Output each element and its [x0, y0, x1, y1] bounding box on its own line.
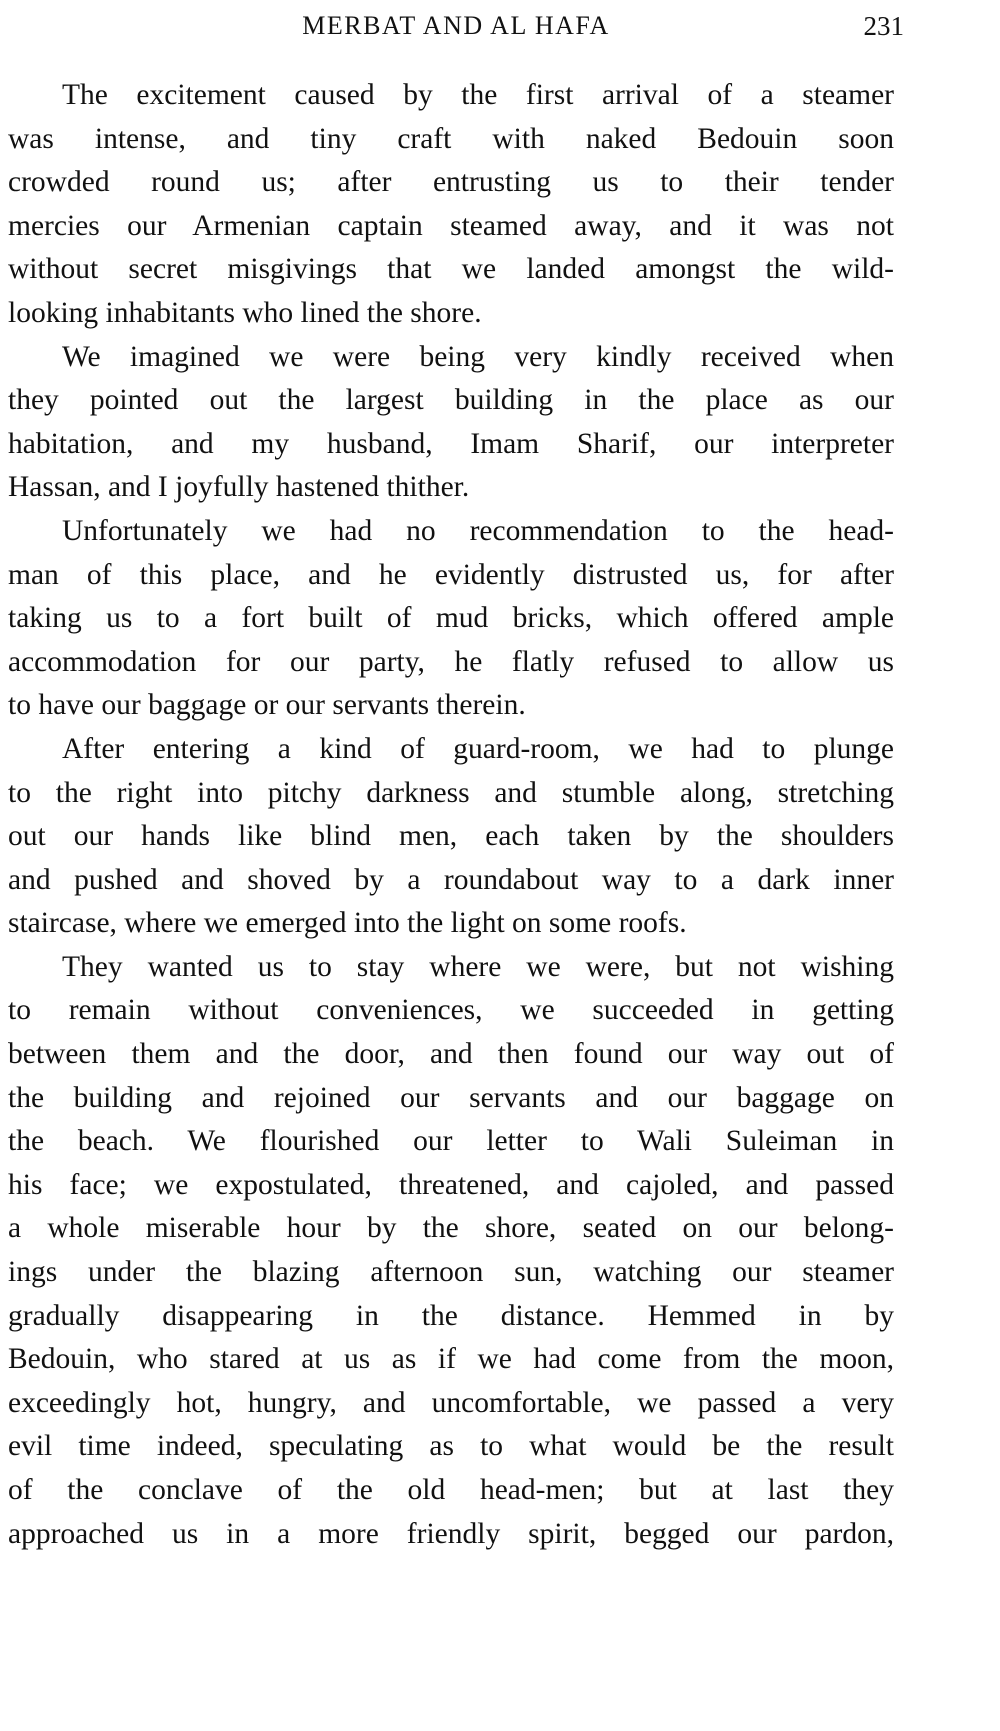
text-line: After entering a kind of guard-room, we had to plunge: [62, 732, 894, 765]
text-line: We imagined we were being very kindly received when: [62, 340, 894, 373]
text-line: staircase, where we emerged into the light on some roofs.: [8, 907, 687, 940]
page-number: 231: [863, 11, 904, 41]
text-line: The excitement caused by the first arrival of a steamer: [62, 79, 894, 111]
text-line: without secret misgivings that we landed amongst the wild-: [8, 253, 894, 286]
text-line: his face; we expostulated, threatened, and cajoled, and passed: [8, 1168, 894, 1201]
text-line: accommodation for our party, he flatly refused to allow us: [8, 645, 894, 678]
text-line: of the conclave of the old head-men; but at last they: [8, 1474, 894, 1506]
text-line: taking us to a fort built of mud bricks, which offered ample: [8, 602, 894, 635]
text-line: to have our baggage or our servants therein.: [8, 689, 526, 722]
running-title: MERBAT AND AL HAFA: [302, 11, 610, 40]
text-line: out our hands like blind men, each taken by the shoulders: [8, 820, 894, 853]
body-text: [8, 74, 894, 1556]
text-line: the building and rejoined our servants and our baggage on: [8, 1081, 894, 1114]
text-line: gradually disappearing in the distance. Hemmed in by: [8, 1299, 894, 1332]
text-line: looking inhabitants who lined the shore.: [8, 296, 482, 329]
text-line: to the right into pitchy darkness and stumble along, stretching: [8, 776, 894, 809]
text-line: the beach. We flourished our letter to Wali Suleiman in: [8, 1125, 894, 1158]
text-line: and pushed and shoved by a roundabout way to a dark inner: [8, 863, 894, 896]
text-line: habitation, and my husband, Imam Sharif, our interpreter: [8, 427, 894, 460]
text-line: man of this place, and he evidently distrusted us, for after: [8, 558, 894, 591]
text-line: a whole miserable hour by the shore, seated on our belong-: [8, 1212, 894, 1245]
text-line: they pointed out the largest building in the place as our: [8, 384, 894, 417]
text-line: Hassan, and I joyfully hastened thither.: [8, 471, 470, 504]
text-line: evil time indeed, speculating as to what would be the result: [8, 1430, 894, 1463]
text-line: to remain without conveniences, we succeeded in getting: [8, 994, 894, 1027]
text-line: Unfortunately we had no recommendation to the head-: [62, 514, 894, 547]
text-line: approached us in a more friendly spirit, begged our pardon,: [8, 1517, 894, 1550]
text-line: between them and the door, and then found our way out of: [8, 1038, 894, 1071]
text-line: Bedouin, who stared at us as if we had come from the moon,: [8, 1343, 894, 1376]
text-line: mercies our Armenian captain steamed away, and it was not: [8, 209, 894, 242]
text-line: crowded round us; after entrusting us to their tender: [8, 166, 894, 199]
text-line: They wanted us to stay where we were, but not wishing: [62, 950, 894, 983]
text-line: ings under the blazing afternoon sun, watching our steamer: [8, 1256, 894, 1289]
running-head: [8, 6, 904, 46]
text-line: exceedingly hot, hungry, and uncomfortable, we passed a very: [8, 1386, 894, 1419]
text-line: was intense, and tiny craft with naked Bedouin soon: [8, 122, 894, 155]
